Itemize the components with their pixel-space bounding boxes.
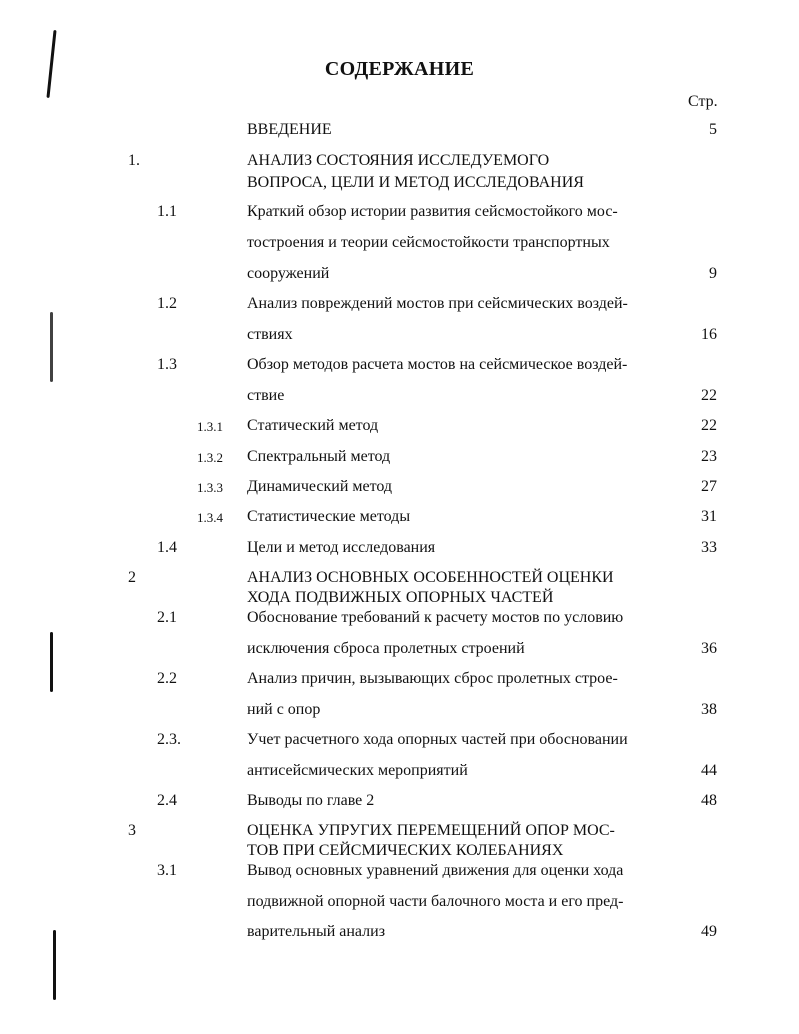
toc-entry-title-line: варительный анализ [247, 923, 386, 940]
toc-entry-title-line: Учет расчетного хода опорных частей при обосновании [247, 731, 628, 748]
toc-entry-page: 22 [701, 417, 717, 434]
toc-entry-title-line: Анализ причин, вызывающих сброс пролетных строе- [247, 670, 618, 687]
toc-entry-page: 36 [701, 640, 717, 657]
toc-entry-title-line: ХОДА ПОДВИЖНЫХ ОПОРНЫХ ЧАСТЕЙ [247, 589, 554, 606]
toc-entry-number: 1.3.2 [197, 450, 223, 465]
toc-entry-title-line: ствиях [247, 326, 293, 343]
toc-entry-title-line: Выводы по главе 2 [247, 792, 375, 809]
toc-entry-page: 9 [709, 265, 717, 282]
toc-entry-number: 3 [128, 822, 136, 839]
scan-margin-mark [50, 632, 53, 692]
toc-entry-title-line: Статический метод [247, 417, 379, 434]
scan-margin-mark [50, 312, 53, 382]
toc-entry-page: 44 [701, 762, 717, 779]
toc-entry-page: 16 [701, 326, 717, 343]
toc-entry-page: 48 [701, 792, 717, 809]
toc-entry-page: 33 [701, 539, 717, 556]
toc-entry-number: 2.4 [157, 792, 177, 809]
scan-margin-mark [53, 930, 56, 1000]
toc-entry-page: 22 [701, 387, 717, 404]
toc-entry-title-line: сооружений [247, 265, 330, 282]
toc-entry-title-line: ОЦЕНКА УПРУГИХ ПЕРЕМЕЩЕНИЙ ОПОР МОС- [247, 822, 615, 839]
toc-entry-title-line: ний с опор [247, 701, 321, 718]
toc-entry-number: 2.3. [157, 731, 181, 748]
toc-entry-page: 31 [701, 508, 717, 525]
toc-entry-title-line: тостроения и теории сейсмостойкости транспортных [247, 234, 610, 251]
toc-entry-page: 38 [701, 701, 717, 718]
toc-entry-page: 23 [701, 448, 717, 465]
toc-entry-number: 1.2 [157, 295, 177, 312]
toc-entry-number: 2.2 [157, 670, 177, 687]
toc-entry-number: 1. [128, 152, 140, 169]
toc-entry-number: 1.3.1 [197, 419, 223, 434]
toc-entry-number: 2 [128, 569, 136, 586]
toc-entry-title-line: исключения сброса пролетных строений [247, 640, 525, 657]
toc-entry-title-line: ТОВ ПРИ СЕЙСМИЧЕСКИХ КОЛЕБАНИЯХ [247, 842, 564, 859]
toc-entry-title-line: Краткий обзор истории развития сейсмостойкого мос- [247, 203, 618, 220]
toc-entry-title-line: антисейсмических мероприятий [247, 762, 468, 779]
toc-entry-page: 49 [701, 923, 717, 940]
toc-entry-number: 1.3.4 [197, 510, 223, 525]
toc-entry-title-line: Обоснование требований к расчету мостов по условию [247, 609, 624, 626]
toc-entry-title-line: Обзор методов расчета мостов на сейсмическое воздей- [247, 356, 628, 373]
toc-entry-title-line: ВОПРОСА, ЦЕЛИ И МЕТОД ИССЛЕДОВАНИЯ [247, 174, 584, 191]
toc-entry-title-line: подвижной опорной части балочного моста и его пред- [247, 893, 624, 910]
toc-entry-title-line: АНАЛИЗ ОСНОВНЫХ ОСОБЕННОСТЕЙ ОЦЕНКИ [247, 569, 614, 586]
toc-entry-title-line: Цели и метод исследования [247, 539, 436, 556]
page-column-label: Стр. [688, 93, 718, 110]
toc-entry-page: 27 [701, 478, 717, 495]
toc-entry-title-line: Динамический метод [247, 478, 393, 495]
toc-entry-number: 2.1 [157, 609, 177, 626]
toc-entry-title-line: Спектральный метод [247, 448, 391, 465]
toc-entry-title-line: ствие [247, 387, 285, 404]
toc-entry-number: 1.3 [157, 356, 177, 373]
toc-entry-title-line: Вывод основных уравнений движения для оценки хода [247, 862, 624, 879]
page-title: СОДЕРЖАНИЕ [324, 58, 475, 80]
toc-entry-title-line: Статистические методы [247, 508, 411, 525]
toc-entry-page: 5 [709, 121, 717, 138]
toc-entry-title-line: Анализ повреждений мостов при сейсмических воздей- [247, 295, 628, 312]
toc-entry-number: 1.3.3 [197, 480, 223, 495]
toc-entry-title-line: ВВЕДЕНИЕ [247, 121, 332, 138]
toc-entry-number: 3.1 [157, 862, 177, 879]
toc-entry-title-line: АНАЛИЗ СОСТОЯНИЯ ИССЛЕДУЕМОГО [247, 152, 550, 169]
toc-entry-number: 1.4 [157, 539, 177, 556]
toc-entry-number: 1.1 [157, 203, 177, 220]
